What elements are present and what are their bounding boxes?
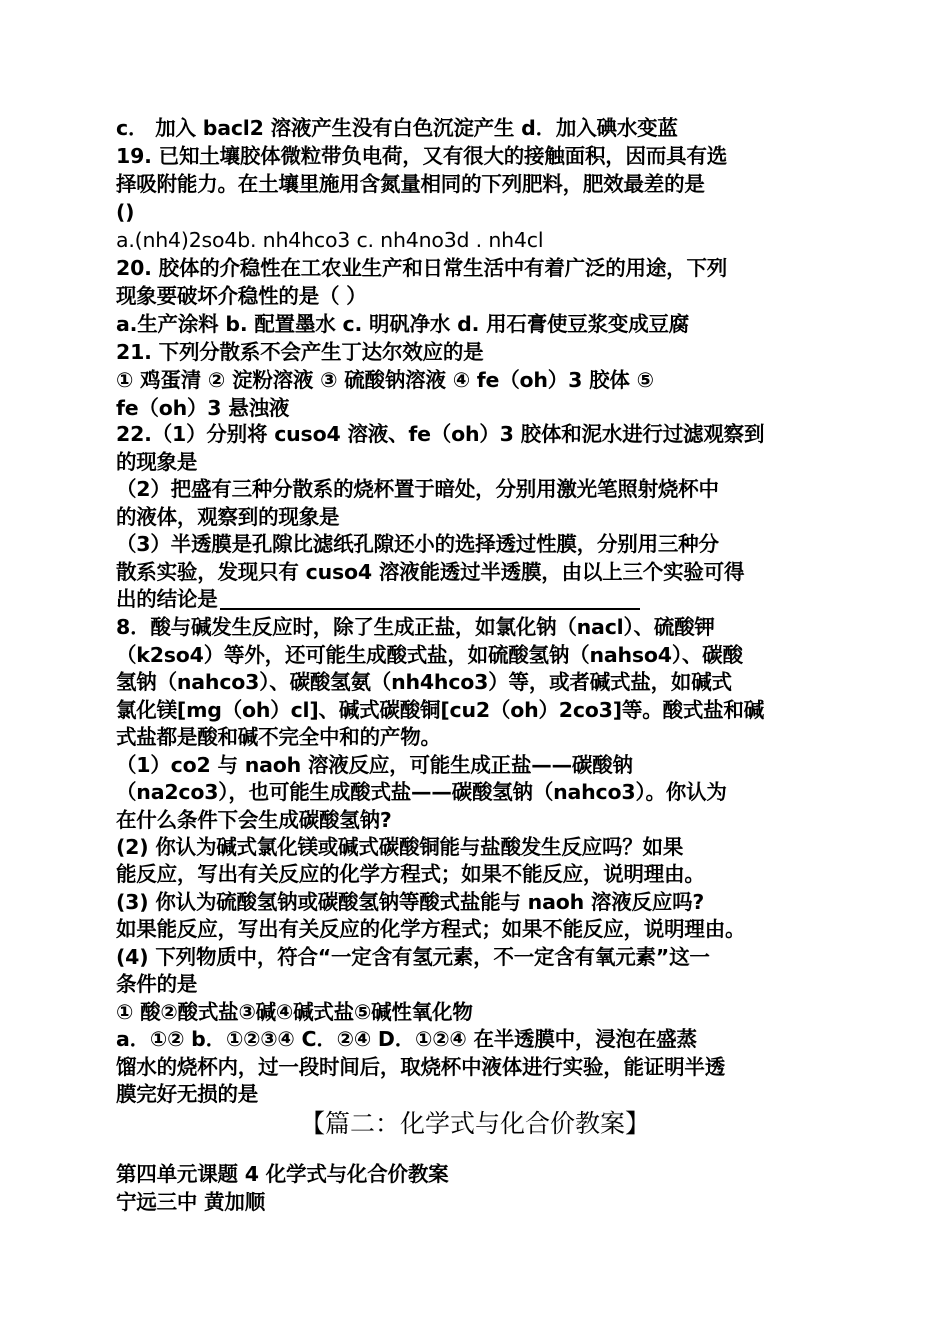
text-line: 择吸附能力。在土壤里施用含氮量相同的下列肥料，肥效最差的是 — [116, 172, 705, 196]
text-line: 的现象是 — [116, 450, 198, 474]
text-line: ① 鸡蛋清 ② 淀粉溶液 ③ 硫酸钠溶液 ④ fe（oh）3 胶体 ⑤ — [116, 368, 654, 392]
text-line: fe（oh）3 悬浊液 — [116, 396, 290, 420]
text-line: 能反应，写出有关反应的化学方程式；如果不能反应，说明理由。 — [116, 862, 705, 886]
lesson-title: 第四单元课题 4 化学式与化合价教案 — [116, 1162, 449, 1186]
text-line: 在什么条件下会生成碳酸氢钠? — [116, 808, 392, 832]
text-line: 如果能反应，写出有关反应的化学方程式；如果不能反应，说明理由。 — [116, 917, 746, 941]
text-line: ① 酸②酸式盐③碱④碱式盐⑤碱性氧化物 — [116, 1000, 473, 1024]
text-line: 21. 下列分散系不会产生丁达尔效应的是 — [116, 340, 484, 364]
text-line-with-blank — [116, 585, 836, 613]
text-line: 8．酸与碱发生反应时，除了生成正盐，如氯化钠（nacl）、硫酸钾 — [116, 615, 715, 639]
text-line: 19. 已知土壤胶体微粒带负电荷，又有很大的接触面积，因而具有选 — [116, 144, 728, 168]
text-line: (4) 下列物质中，符合“一定含有氢元素，不一定含有氧元素”这一 — [116, 945, 710, 969]
text-line: a.生产涂料 b. 配置墨水 c. 明矾净水 d. 用石膏使豆浆变成豆腐 — [116, 312, 690, 336]
text-line: () — [116, 200, 135, 224]
text-line: 式盐都是酸和碱不完全中和的产物。 — [116, 725, 441, 749]
text-line: 散系实验，发现只有 cuso4 溶液能透过半透膜，由以上三个实验可得 — [116, 560, 745, 584]
text-line: 现象要破坏介稳性的是（ ） — [116, 284, 367, 308]
text-line: 出的结论是 — [116, 587, 218, 611]
text-line: c． 加入 bacl2 溶液产生没有白色沉淀产生 d．加入碘水变蓝 — [116, 116, 678, 140]
author-line: 宁远三中 黄加顺 — [116, 1190, 266, 1214]
text-line: a.(nh4)2so4b. nh4hco3 c. nh4no3d . nh4cl — [116, 228, 544, 252]
text-line: 氢钠（nahco3）、碳酸氢氨（nh4hco3）等，或者碱式盐，如碱式 — [116, 670, 732, 694]
text-line: （na2co3），也可能生成酸式盐——碳酸氢钠（nahco3）。你认为 — [116, 780, 727, 804]
text-line: (3) 你认为硫酸氢钠或碳酸氢钠等酸式盐能与 naoh 溶液反应吗? — [116, 890, 705, 914]
text-line: a．①② b．①②③④ C．②④ D．①②④ 在半透膜中，浸泡在盛蒸 — [116, 1027, 697, 1051]
text-line: 膜完好无损的是 — [116, 1082, 259, 1106]
text-line: 馏水的烧杯内，过一段时间后，取烧杯中液体进行实验，能证明半透 — [116, 1055, 725, 1079]
text-line: 氯化镁[mg（oh）cl]、碱式碳酸铜[cu2（oh）2co3]等。酸式盐和碱 — [116, 698, 765, 722]
text-line: 20. 胶体的介稳性在工农业生产和日常生活中有着广泛的用途，下列 — [116, 256, 728, 280]
section-heading: 【篇二：化学式与化合价教案】 — [299, 1109, 650, 1138]
text-line: （2）把盛有三种分散系的烧杯置于暗处，分别用激光笔照射烧杯中 — [116, 477, 719, 501]
text-line: （k2so4）等外，还可能生成酸式盐，如硫酸氢钠（nahso4）、碳酸 — [116, 643, 743, 667]
answer-blank — [220, 586, 640, 610]
text-line: （3）半透膜是孔隙比滤纸孔隙还小的选择透过性膜，分别用三种分 — [116, 532, 719, 556]
text-line: （1）co2 与 naoh 溶液反应，可能生成正盐——碳酸钠 — [116, 753, 633, 777]
text-line: 条件的是 — [116, 972, 198, 996]
text-line: 22.（1）分别将 cuso4 溶液、fe（oh）3 胶体和泥水进行过滤观察到 — [116, 422, 765, 446]
text-line: (2) 你认为碱式氯化镁或碱式碳酸铜能与盐酸发生反应吗？如果 — [116, 835, 684, 859]
text-line: 的液体，观察到的现象是 — [116, 505, 340, 529]
